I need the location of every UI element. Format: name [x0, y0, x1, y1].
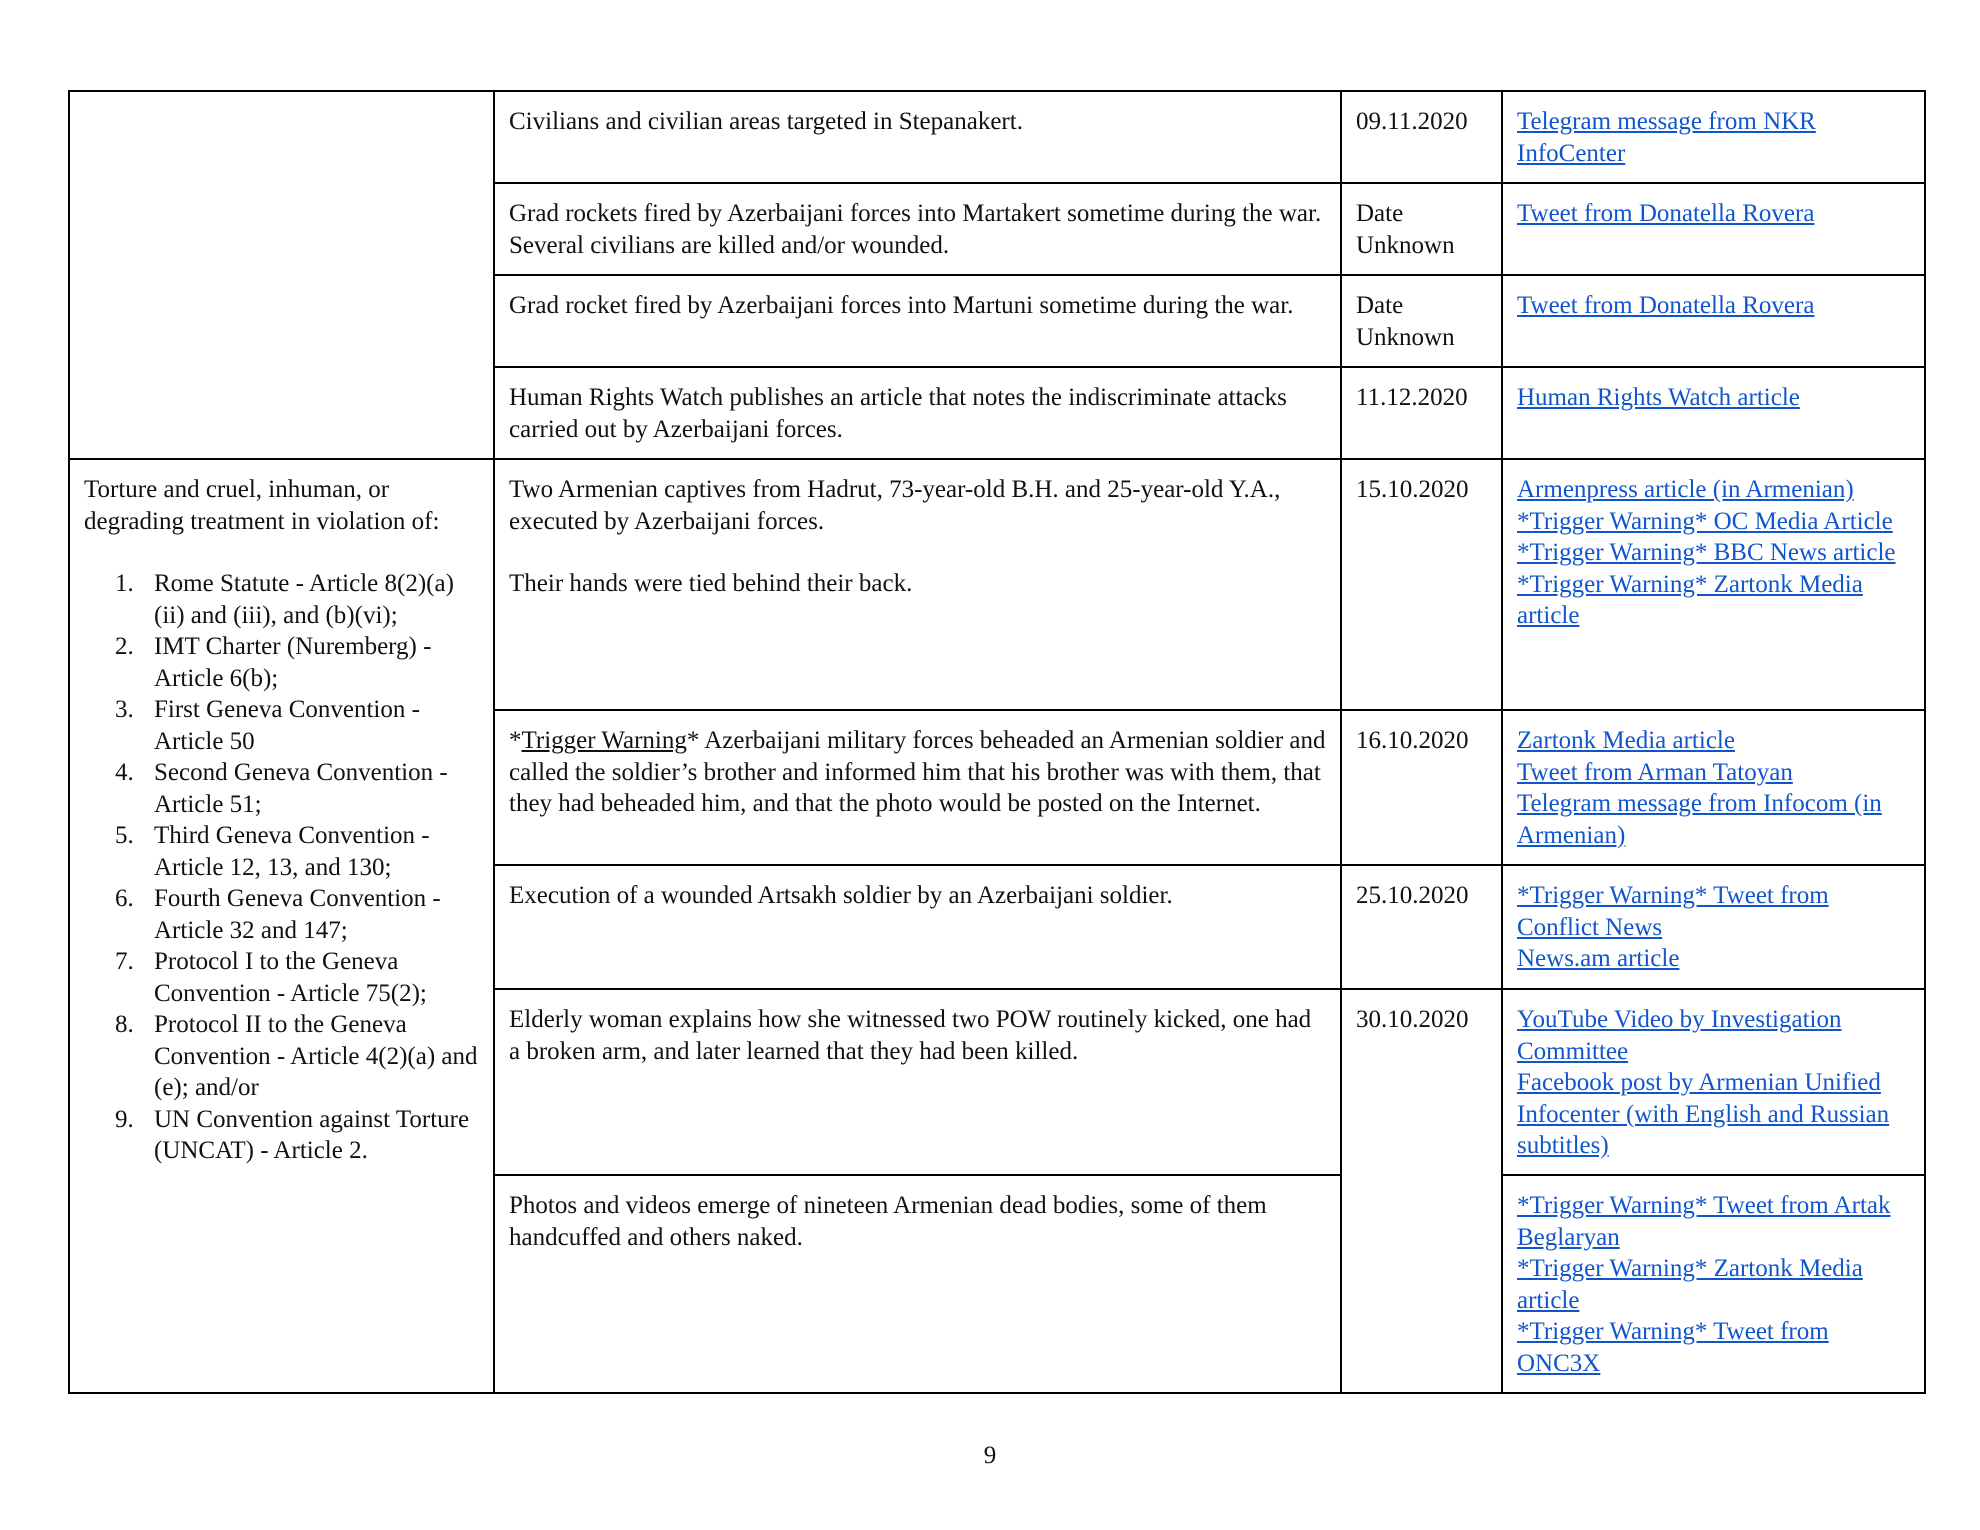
date-cell: 30.10.2020 — [1341, 989, 1502, 1393]
description-cell — [494, 275, 1341, 367]
source-link[interactable]: *Trigger Warning* Tweet from Artak Beglaryan — [1517, 1192, 1891, 1251]
law-item: 5. Third Geneva Convention - Article 12, 13, and 130; — [140, 820, 481, 883]
description-cell — [494, 367, 1341, 459]
page-number: 9 — [983, 1442, 997, 1469]
description-rest: * Azerbaijani military forces beheaded an Armenian soldier and called the soldier’s brother and informed him that his brother was with them, that they had beheaded him, and that the photo would be posted on the Internet. — [509, 727, 1326, 817]
source-link[interactable]: *Trigger Warning* Zartonk Media article — [1517, 570, 1863, 629]
source-link[interactable]: Telegram message from Infocom (in Armenian) — [1517, 790, 1882, 849]
source-link[interactable]: Armenpress article (in Armenian) — [1517, 476, 1854, 503]
description-text: Human Rights Watch publishes an article that notes the indiscriminate attacks carried out by Azerbaijani forces. — [509, 384, 1287, 443]
source-link[interactable]: News.am article — [1517, 945, 1680, 972]
trigger-warning-link[interactable]: Trigger Warning — [521, 727, 687, 754]
description-cell — [494, 865, 1341, 989]
law-item: 1. Rome Statute - Article 8(2)(a)(ii) and (iii), and (b)(vi); — [140, 568, 481, 631]
date-cell: 16.10.2020 — [1341, 710, 1502, 865]
sources-cell — [1502, 710, 1925, 865]
description-text: Their hands were tied behind their back. — [509, 570, 913, 597]
date-cell: Date Unknown — [1341, 275, 1502, 367]
description-cell — [494, 710, 1341, 865]
description-text: Execution of a wounded Artsakh soldier by an Azerbaijani soldier. — [509, 882, 1173, 909]
description-text: Elderly woman explains how she witnessed two POW routinely kicked, one had a broken arm, and later learned that they had been killed. — [509, 1006, 1312, 1065]
source-link[interactable]: *Trigger Warning* BBC News article — [1517, 539, 1896, 566]
source-link[interactable]: Facebook post by Armenian Unified Infocenter (with English and Russian subtitles) — [1517, 1069, 1890, 1159]
sources-cell — [1502, 459, 1925, 710]
description-cell — [494, 459, 1341, 710]
description-prefix: * — [509, 727, 522, 754]
law-item: 3. First Geneva Convention - Article 50 — [140, 694, 481, 757]
table-row — [69, 459, 1925, 710]
category-cell-torture — [69, 459, 494, 1393]
law-item: 8. Protocol II to the Geneva Convention - Article 4(2)(a) and (e); and/or — [140, 1009, 481, 1104]
description-text: Grad rocket fired by Azerbaijani forces into Martuni sometime during the war. — [509, 292, 1294, 319]
sources-cell — [1502, 183, 1925, 275]
source-link[interactable]: Tweet from Donatella Rovera — [1517, 200, 1815, 227]
source-link[interactable]: Zartonk Media article — [1517, 727, 1735, 754]
date-cell: 15.10.2020 — [1341, 459, 1502, 710]
sources-cell — [1502, 91, 1925, 183]
source-link[interactable]: *Trigger Warning* Tweet from ONC3X — [1517, 1318, 1829, 1377]
source-link[interactable]: *Trigger Warning* OC Media Article — [1517, 507, 1893, 535]
description-text: Civilians and civilian areas targeted in Stepanakert. — [509, 108, 1023, 135]
law-item: 4. Second Geneva Convention - Article 51; — [140, 757, 481, 820]
sources-cell — [1502, 367, 1925, 459]
source-link[interactable]: Tweet from Donatella Rovera — [1517, 292, 1815, 319]
law-item: 7. Protocol I to the Geneva Convention - Article 75(2); — [140, 946, 481, 1009]
description-cell — [494, 183, 1341, 275]
category-cell-continued — [69, 91, 494, 459]
date-cell: 25.10.2020 — [1341, 865, 1502, 989]
sources-cell — [1502, 275, 1925, 367]
law-item: 6. Fourth Geneva Convention - Article 32 and 147; — [140, 883, 481, 946]
law-item: 9. UN Convention against Torture (UNCAT) - Article 2. — [140, 1104, 481, 1167]
source-link[interactable]: YouTube Video by Investigation Committee — [1517, 1006, 1842, 1065]
description-text: Photos and videos emerge of nineteen Armenian dead bodies, some of them handcuffed and others naked. — [509, 1192, 1267, 1251]
sources-cell — [1502, 1175, 1925, 1393]
source-link[interactable]: *Trigger Warning* Zartonk Media article — [1517, 1255, 1863, 1314]
description-cell — [494, 91, 1341, 183]
table-row — [69, 91, 1925, 183]
source-link[interactable]: *Trigger Warning* Tweet from Conflict News — [1517, 882, 1829, 941]
date-cell: 09.11.2020 — [1341, 91, 1502, 183]
sources-cell — [1502, 865, 1925, 989]
description-cell — [494, 1175, 1341, 1393]
law-list — [84, 568, 481, 1167]
category-intro: Torture and cruel, inhuman, or degrading treatment in violation of: — [84, 476, 440, 535]
source-link[interactable]: Telegram message from NKR InfoCenter — [1517, 108, 1816, 167]
date-cell: Date Unknown — [1341, 183, 1502, 275]
law-item: 2. IMT Charter (Nuremberg) - Article 6(b); — [140, 631, 481, 694]
description-text: Grad rockets fired by Azerbaijani forces into Martakert sometime during the war. Several civilians are killed and/or wounded. — [509, 200, 1322, 259]
description-cell — [494, 989, 1341, 1175]
description-text: Two Armenian captives from Hadrut, 73-year-old B.H. and 25-year-old Y.A., executed by Azerbaijani forces. — [509, 476, 1281, 535]
source-link[interactable]: Tweet from Arman Tatoyan — [1517, 758, 1793, 786]
sources-cell — [1502, 989, 1925, 1175]
description-text — [509, 725, 1328, 820]
source-link[interactable]: Human Rights Watch article — [1517, 384, 1800, 411]
evidence-table — [68, 90, 1926, 1394]
date-cell: 11.12.2020 — [1341, 367, 1502, 459]
